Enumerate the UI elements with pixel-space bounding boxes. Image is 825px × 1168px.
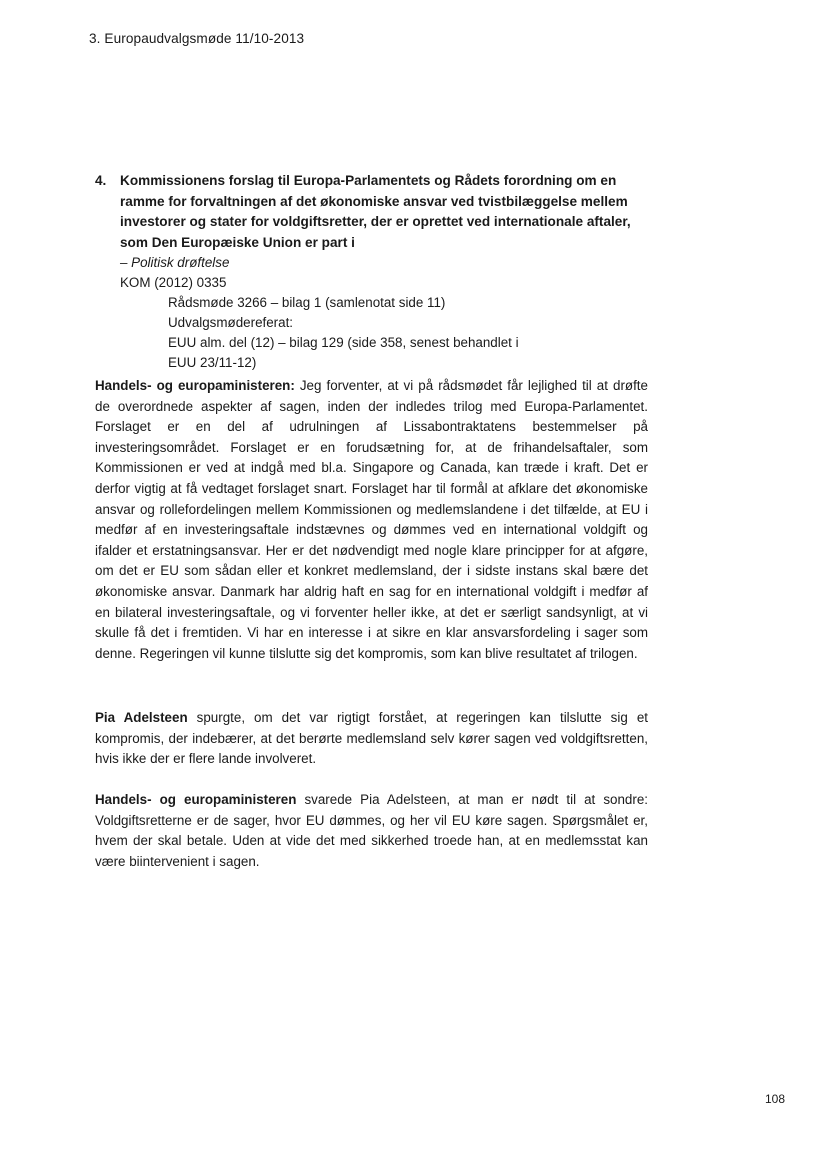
page-header: 3. Europaudvalgsmøde 11/10-2013: [89, 31, 305, 46]
speaker-name: Pia Adelsteen: [95, 710, 188, 725]
agenda-subtitle: – Politisk drøftelse: [120, 255, 230, 270]
agenda-title-row: [95, 171, 655, 253]
agenda-meta: [120, 253, 655, 373]
speaker-name: Handels- og europaministeren: [95, 792, 297, 807]
agenda-title: Kommissionens forslag til Europa-Parlamentets og Rådets forordning om en ramme for forvaltningen af det økonomiske ansvar ved tvistbilæggelse mellem investorer og stater for voldgiftsretter, der er oprettet ved internationale aftaler, som Den Europæiske Union er part i: [120, 173, 631, 250]
paragraph-text: Jeg forventer, at vi på rådsmødet får lejlighed til at drøfte de overordnede aspekter af sagen, inden der indledes trilog med Europa-Parlamentet. Forslaget er en del af udrulningen af Lissabontraktatens bestemmelser på investeringsområdet. Forslaget er en forudsætning for, at de frihandelsaftaler, som Kommissionen er ved at indgå med bl.a. Singapore og Canada, kan træde i kraft. Det er derfor vigtig at få vedtaget forslaget snart. Forslaget har til formål at afklare det økonomiske ansvar og rollefordelingen mellem Kommissionen og medlemslandene i det tilfælde, at EU i medfør af en investeringsaftale indstævnes og dømmes ved en international voldgift og ifalder et erstatningsansvar. Her er det nødvendigt med nogle klare principper for at afgøre, om det er EU som sådan eller et konkret medlemsland, der i sidste instans skal bære det økonomiske ansvar. Danmark har aldrig haft en sag for en international voldgift i medfør af en bilateral investeringsaftale, og vi forventer heller ikke, at det er særligt sandsynligt, at vi skulle få det i fremtiden. Vi har en interesse i at sikre en klar ansvarsfordeling i sager som denne. Regeringen vil kunne tilslutte sig det kompromis, som kan blive resultatet af trilogen.: [95, 378, 648, 661]
agenda-reference: KOM (2012) 0335: [120, 275, 227, 290]
agenda-ref-euu-annex: EUU alm. del (12) – bilag 129 (side 358, senest behandlet i EUU 23/11-12): [168, 335, 519, 370]
speaker-name: Handels- og europaministeren:: [95, 378, 295, 393]
paragraph-minister-answer: [95, 790, 648, 872]
paragraph-question: [95, 708, 648, 770]
agenda-references: [168, 293, 528, 373]
page-number: 108: [764, 1092, 785, 1106]
paragraph-minister-statement: [95, 376, 648, 664]
paragraph-text: svarede Pia Adelsteen, at man er nødt til at sondre: Voldgiftsretterne er de sager, hvor EU dømmes, og her vil EU køre sagen. Spørgsmålet er, hvem der skal betale. Uden at vide det med sikkerhed troede han, at en medlemsstat kan være biintervenient i sagen.: [95, 792, 648, 869]
agenda-ref-committee-minutes: Udvalgsmødereferat:: [168, 315, 294, 330]
agenda-number: 4.: [95, 173, 107, 188]
agenda-item: [95, 171, 655, 373]
agenda-ref-council-meeting: Rådsmøde 3266 – bilag 1 (samlenotat side 11): [168, 295, 446, 310]
paragraph-text: spurgte, om det var rigtigt forstået, at regeringen kan tilslutte sig et kompromis, der indebærer, at det berørte medlemsland selv kører sagen ved voldgiftsretten, hvis ikke der er flere lande involveret.: [95, 710, 648, 767]
